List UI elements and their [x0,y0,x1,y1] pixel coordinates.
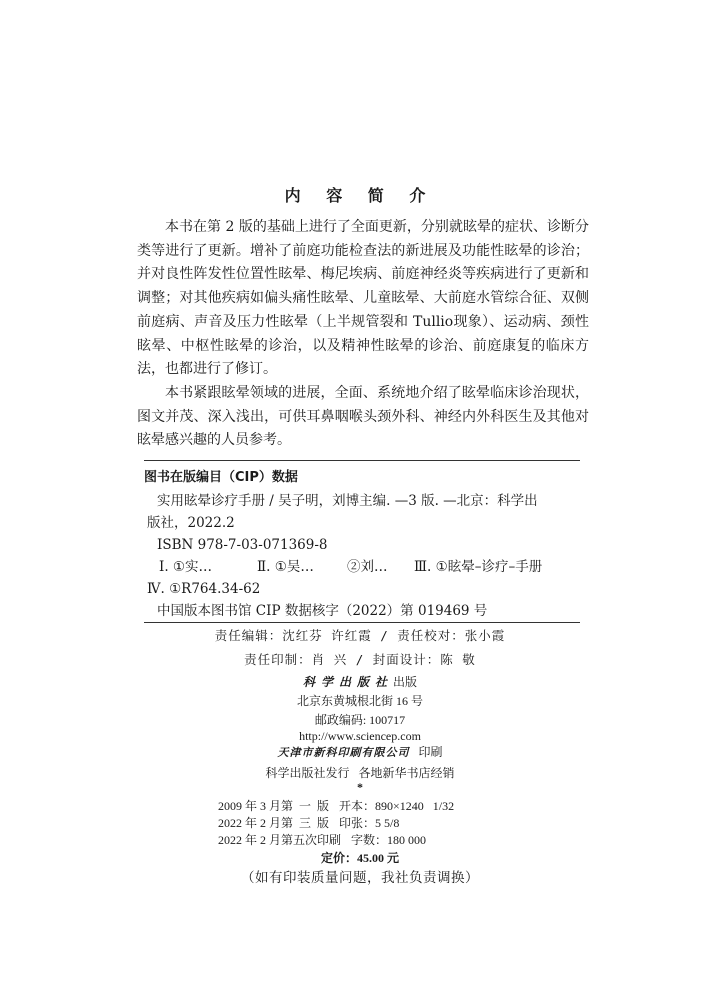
edition-date: 2009 年 3 月第 一 版 [218,799,330,813]
cip-record-line: 版社，2022.2 [147,515,235,531]
cip-isbn: ISBN 978-7-03-071369-8 [157,537,328,553]
cip-class-item: Ⅱ. ①吴… [257,559,314,575]
quality-notice: （如有印装质量问题，我社负责调换） [241,870,479,886]
staff-line: 责任编辑：沈红芬 许红霞 / 责任校对：张小霞 [214,628,506,643]
separator-star: * [357,780,363,794]
cip-class-item: Ⅰ. ①实… [159,559,213,575]
distribution: 科学出版社发行 各地新华书店经销 [265,766,455,780]
cip-classification-line2: Ⅳ. ①R764.34-62 [147,581,261,597]
printer-line [0,743,720,760]
summary-title: 内 容 简 介 [284,186,436,205]
edition-row [218,815,454,832]
publisher-name: 科学出版社 [302,675,393,689]
summary-body [137,216,589,453]
postcode: 邮政编码: 100717 [314,713,406,727]
edition-spec: 字数：180 000 [351,833,427,847]
printer-suffix: 印刷 [418,745,443,759]
website-url: http://www.sciencep.com [299,729,421,743]
edition-info [218,798,454,849]
cip-heading: 图书在版编目（CIP）数据 [144,470,298,485]
summary-paragraph: 本书紧跟眩晕领域的进展，全面、系统地介绍了眩晕临床诊治现状，图文并茂、深入浅出，可供耳鼻咽喉头颈外科、神经内外科医生及其他对眩晕感兴趣的人员参考。 [137,384,589,449]
edition-date: 2022 年 2 月第五次印刷 [218,833,342,847]
printer-name: 天津市新科印刷有限公司 [277,746,410,759]
edition-spec: 开本：890×1240 1/32 [339,799,455,813]
edition-spec: 印张：5 5/8 [339,816,400,830]
summary-paragraph: 本书在第 2 版的基础上进行了全面更新，分别就眩晕的症状、诊断分类等进行了更新。增补了前庭功能检查法的新进展及功能性眩晕的诊治；并对良性阵发性位置性眩晕、梅尼埃病、前庭神经炎等疾病进行了更新和调整；对其他疾病如偏头痛性眩晕、儿童眩晕、大前庭水管综合征、双侧前庭病、声音及压力性眩晕（上半规管裂和 Tullio现象）、运动病、颈性眩晕、中枢性眩晕的诊治，以及精神性眩晕的诊治、前庭康复的临床方法，也都进行了修订。 [137,219,589,378]
cip-top-rule [144,460,580,461]
cip-record-number: 中国版本图书馆 CIP 数据核字（2022）第 019469 号 [157,603,488,619]
cip-bottom-rule [144,622,580,623]
publisher-line [0,673,720,690]
cip-class-item: ②刘… [347,559,388,575]
price: 定价：45.00 元 [320,851,399,865]
cip-class-item: Ⅲ. ①眩晕–诊疗–手册 [414,559,543,575]
staff-line: 责任印制：肖 兴 / 封面设计：陈 敬 [244,652,476,667]
cip-block [144,466,580,622]
cip-record-line: 实用眩晕诊疗手册 / 吴子明，刘博主编. —3 版. —北京：科学出 [157,493,538,509]
cip-classification [144,556,580,578]
edition-date: 2022 年 2 月第 三 版 [218,816,330,830]
edition-row [218,798,454,815]
publisher-suffix: 出版 [393,675,418,689]
edition-row [218,832,454,849]
publisher-address: 北京东黄城根北街 16 号 [296,694,423,708]
